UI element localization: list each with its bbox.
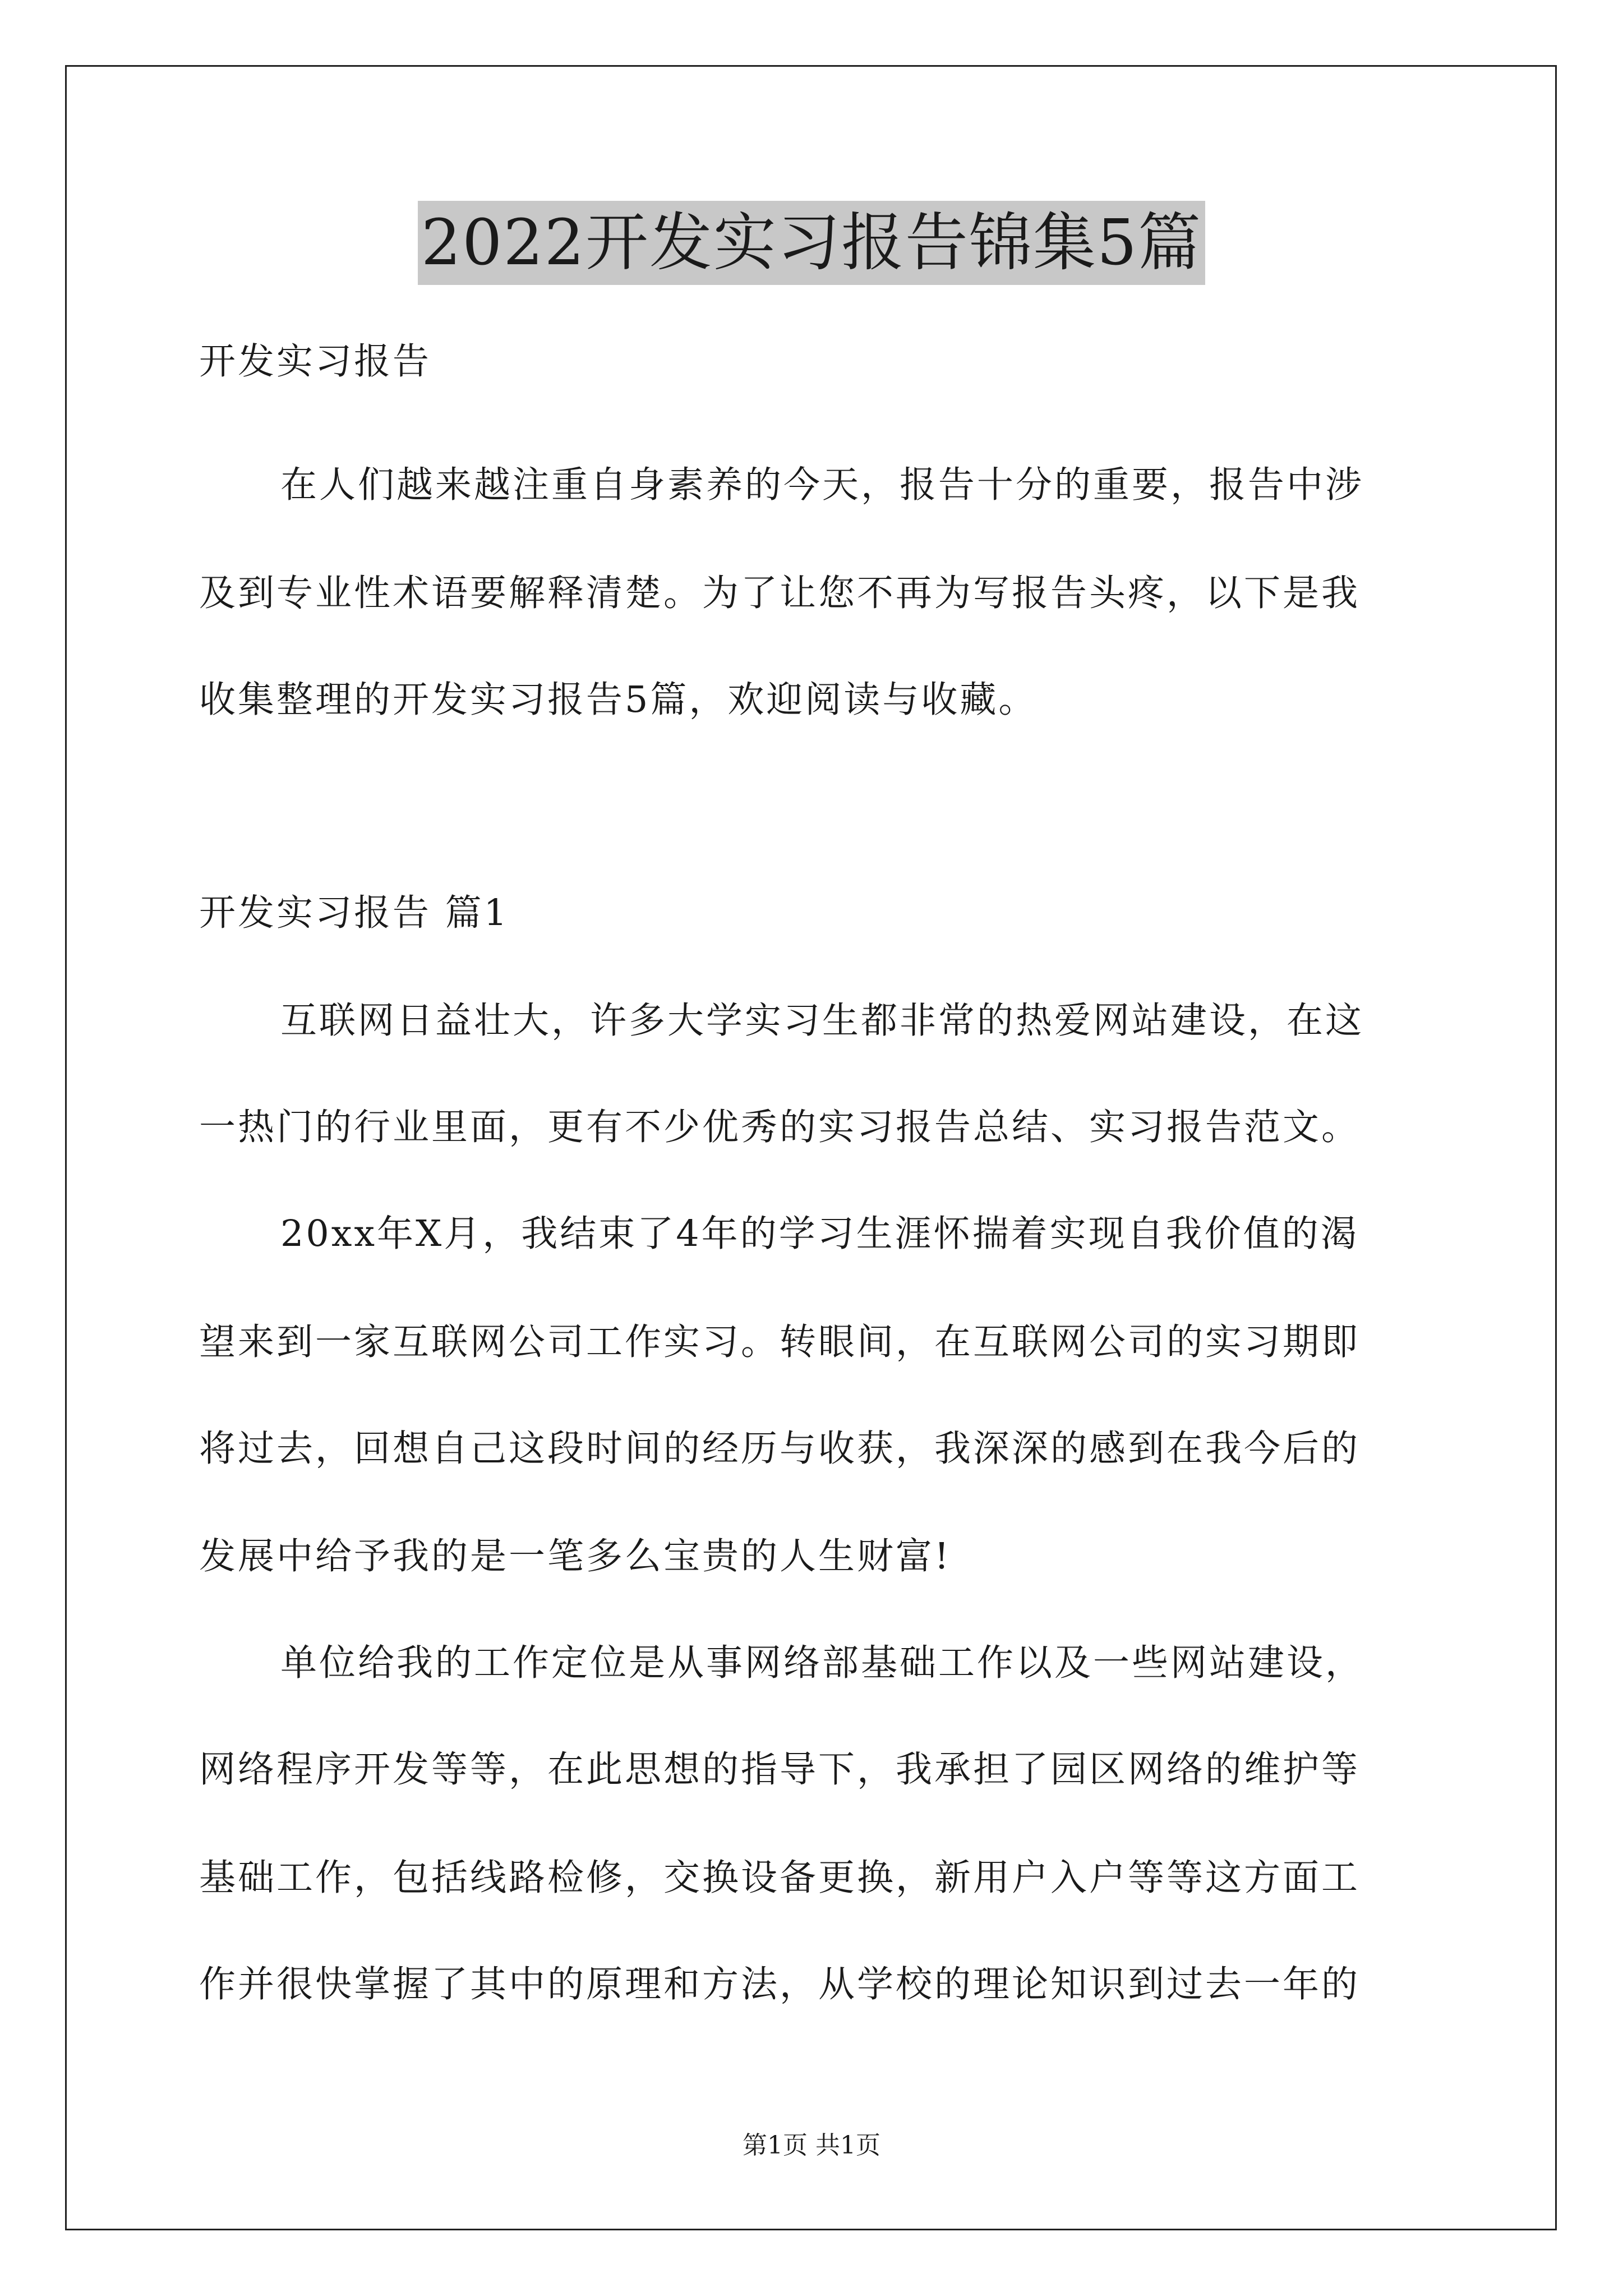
paragraph-line: 发展中给予我的是一笔多么宝贵的人生财富!: [199, 1535, 952, 1577]
paragraph-line: 在人们越来越注重自身素养的今天，报告十分的重要，报告中涉: [280, 464, 1364, 506]
paragraph-line: 基础工作，包括线路检修，交换设备更换，新用户入户等等这方面工: [199, 1857, 1361, 1899]
document-title: 2022开发实习报告锦集5篇: [418, 201, 1205, 285]
paragraph-line: 收集整理的开发实习报告5篇，欢迎阅读与收藏。: [199, 679, 1038, 721]
paragraph-line: 互联网日益壮大，许多大学实习生都非常的热爱网站建设，在这: [280, 1000, 1364, 1042]
section-heading: 开发实习报告: [199, 341, 432, 383]
paragraph-line: 网络程序开发等等，在此思想的指导下，我承担了园区网络的维护等: [199, 1749, 1361, 1791]
page-footer: 第1页 共1页: [743, 2131, 880, 2160]
title-container: [0, 201, 1623, 285]
section-heading: 开发实习报告 篇1: [199, 892, 510, 934]
paragraph-line: 望来到一家互联网公司工作实习。转眼间，在互联网公司的实习期即: [199, 1321, 1361, 1363]
paragraph-line: 作并很快掌握了其中的原理和方法，从学校的理论知识到过去一年的: [199, 1963, 1361, 2005]
paragraph-line: 一热门的行业里面，更有不少优秀的实习报告总结、实习报告范文。: [199, 1106, 1361, 1148]
paragraph-line: 及到专业性术语要解释清楚。为了让您不再为写报告头疼，以下是我: [199, 572, 1361, 614]
paragraph-line: 单位给我的工作定位是从事网络部基础工作以及一些网站建设，: [280, 1642, 1364, 1684]
paragraph-line: 20xx年X月，我结束了4年的学习生涯怀揣着实现自我价值的渴: [280, 1213, 1359, 1255]
paragraph-line: 将过去，回想自己这段时间的经历与收获，我深深的感到在我今后的: [199, 1428, 1361, 1470]
